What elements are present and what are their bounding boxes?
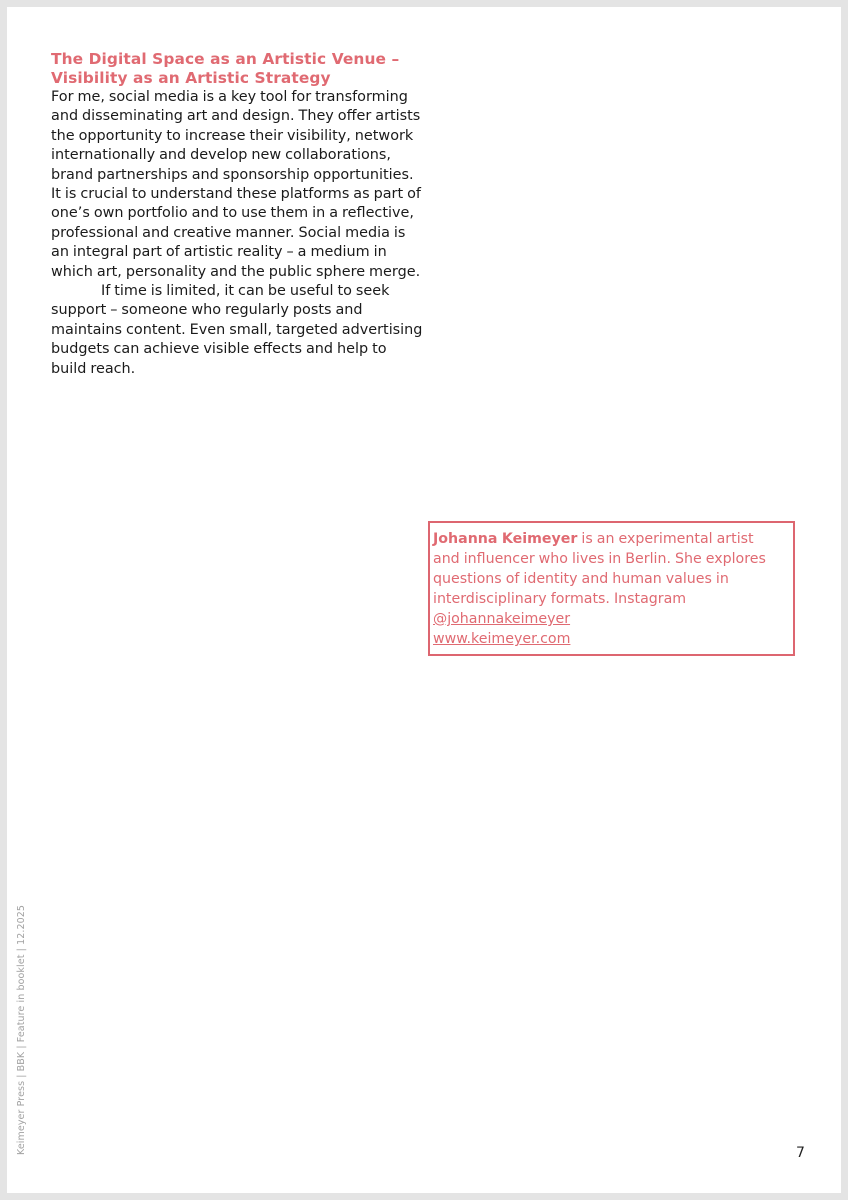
article-section [51,50,423,379]
page-number: 7 [796,1145,805,1161]
article-heading: The Digital Space as an Artistic Venue – Visibility as an Artistic Strategy [51,50,400,87]
side-caption: Keimeyer Press | BBK | Feature in booklet | 12.2025 [16,904,27,1155]
author-bio-text: is an experimental artist and influencer who lives in Berlin. She explores questions of identity and human values in interdisciplinary formats. Instagram [433,531,766,607]
article-paragraph: If time is limited, it can be useful to seek support – someone who regularly posts and maintains content. Even small, targeted advertising budgets can achieve visible effects and help to build reach. [51,283,423,377]
document-page [7,7,841,1193]
author-name: Johanna Keimeyer [433,531,578,547]
instagram-link[interactable]: @johannakeimeyer [433,611,571,627]
author-bio-box [428,521,795,656]
article-paragraph: For me, social media is a key tool for transforming and disseminating art and design. They offer artists the opportunity to increase their visibility, network internationally and develop new collaborations, brand partnerships and sponsorship opportunities. It is crucial to understand these platforms as part of one’s own portfolio and to use them in a reflective, professional and creative manner. Social media is an integral part of artistic reality – a medium in which art, personality and the public sphere merge. [51,89,421,280]
website-link[interactable]: www.keimeyer.com [433,631,571,647]
